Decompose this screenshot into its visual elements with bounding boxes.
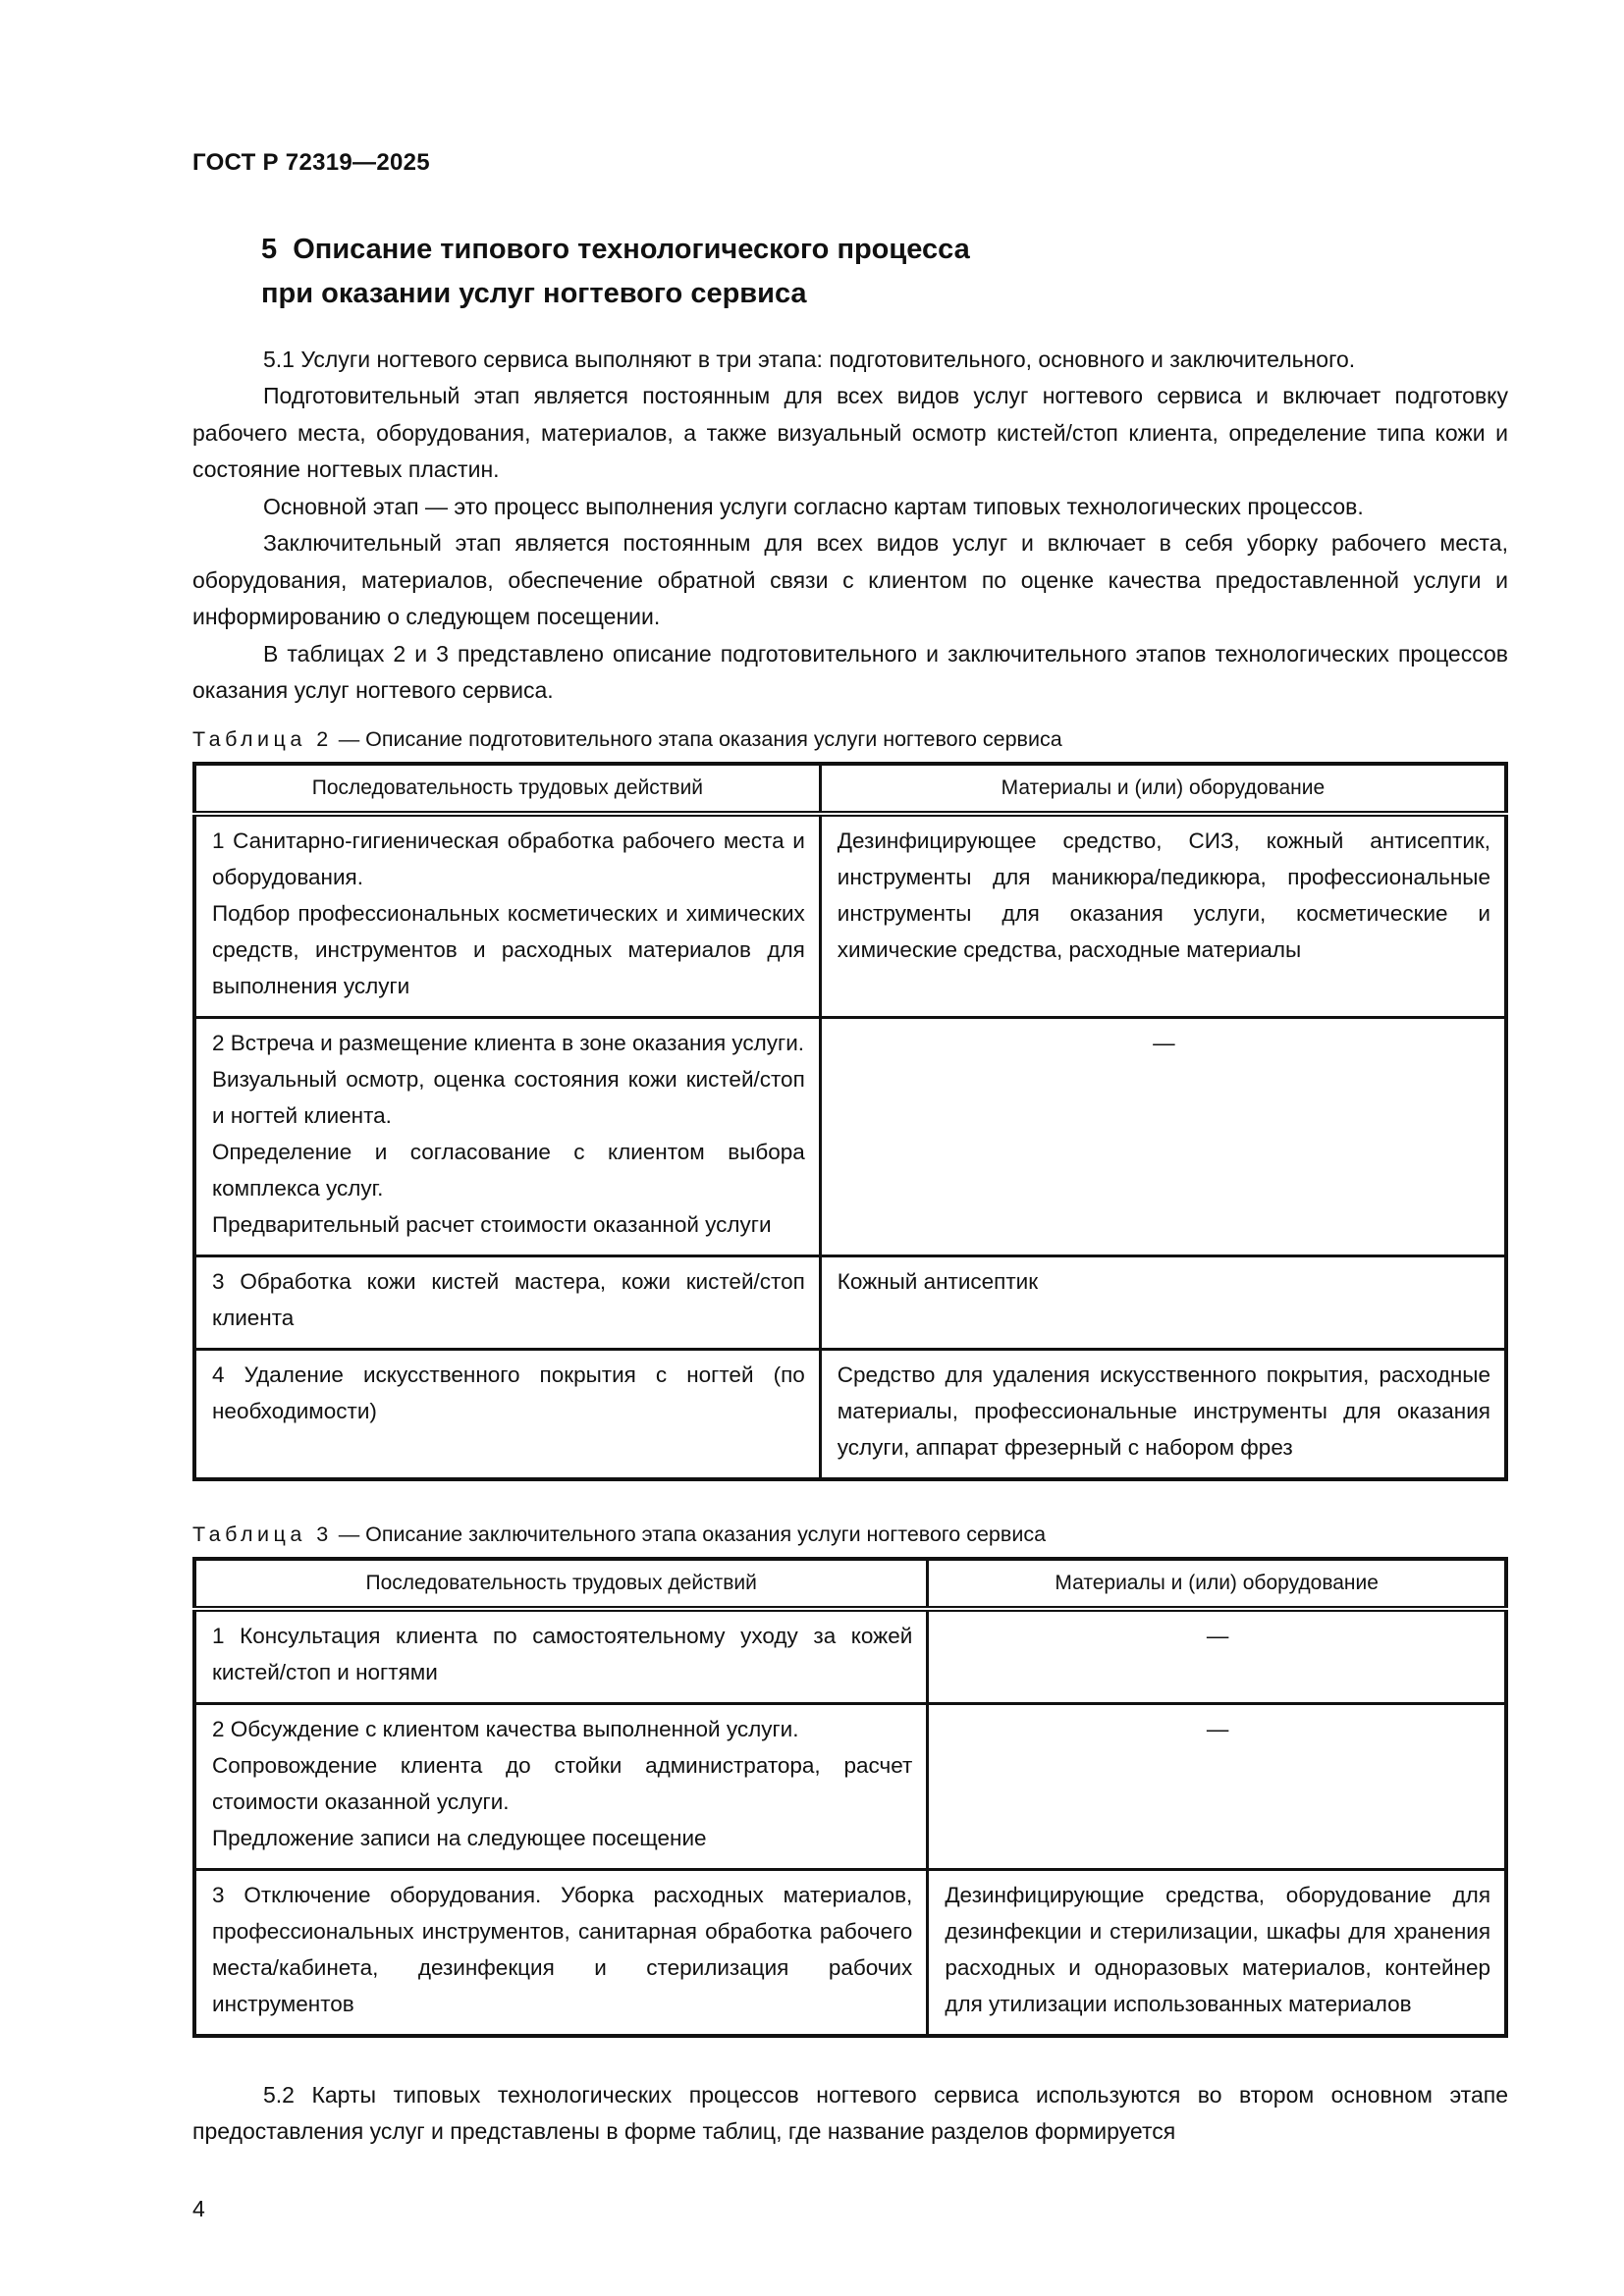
table3-row1-materials-dash: — [928, 1609, 1506, 1704]
paragraph-5-1: 5.1 Услуги ногтевого сервиса выполняют в три этапа: подготовительного, основного и заключительного. [263, 346, 1356, 372]
table-row [194, 1255, 1506, 1349]
table2 [192, 762, 1508, 1481]
table-row [194, 1703, 1506, 1869]
table-row [194, 1017, 1506, 1255]
table2-caption-text: — Описание подготовительного этапа оказания услуги ногтевого сервиса [332, 726, 1062, 751]
table3-header-actions: Последовательность трудовых действий [194, 1559, 928, 1609]
table2-header-actions: Последовательность трудовых действий [194, 764, 820, 814]
table3-row1-actions: 1 Консультация клиента по самостоятельному уходу за кожей кистей/стоп и ногтями [194, 1609, 928, 1704]
table3-header-row [194, 1559, 1506, 1609]
table3-header-materials: Материалы и (или) оборудование [928, 1559, 1506, 1609]
table3-caption [192, 1522, 1508, 1547]
paragraph-preparatory: Подготовительный этап является постоянным для всех видов услуг ногтевого сервиса и включает подготовку рабочего места, оборудования, материалов, а также визуальный осмотр кистей/стоп клиента, определение типа кожи и состояние ногтевых пластин. [192, 383, 1508, 483]
table-row [194, 1349, 1506, 1479]
section-title-line-1: 5 Описание типового технологического процесса [261, 234, 970, 265]
table2-row4-actions: 4 Удаление искусственного покрытия с ногтей (по необходимости) [194, 1349, 820, 1479]
table2-row3-materials: Кожный антисептик [820, 1255, 1506, 1349]
table-row [194, 1869, 1506, 2036]
table2-caption-label: Таблица 2 [192, 726, 333, 751]
table2-row1-materials: Дезинфицирующее средство, СИЗ, кожный антисептик, инструменты для маникюра/педикюра, профессиональные инструменты для оказания услуги, косметические и химические средства, расходные материалы [820, 814, 1506, 1018]
doc-number-header: ГОСТ Р 72319—2025 [192, 149, 430, 176]
table2-row1-actions: 1 Санитарно-гигиеническая обработка рабочего места и оборудования. Подбор профессиональных косметических и химических средств, инструментов и расходных материалов для выполнения услуги [194, 814, 820, 1018]
paragraph-tables-intro: В таблицах 2 и 3 представлено описание подготовительного и заключительного этапов технологических процессов оказания услуг ногтевого сервиса. [192, 640, 1508, 704]
table2-caption [192, 727, 1508, 752]
table-row [194, 1609, 1506, 1704]
section-title-line-2: при оказании услуг ногтевого сервиса [261, 277, 807, 309]
table2-row2-materials-dash: — [820, 1017, 1506, 1255]
table3-row3-actions: 3 Отключение оборудования. Уборка расходных материалов, профессиональных инструментов, санитарная обработка рабочего места/кабинета, дезинфекция и стерилизация рабочих инструментов [194, 1869, 928, 2036]
page-number: 4 [192, 2195, 205, 2221]
section-title [192, 228, 1508, 316]
paragraph-5-2: 5.2 Карты типовых технологических процессов ногтевого сервиса используются во втором основном этапе предоставления услуг и представлены в форме таблиц, где название разделов формируется [192, 2081, 1508, 2145]
table2-row3-actions: 3 Обработка кожи кистей мастера, кожи кистей/стоп клиента [194, 1255, 820, 1349]
table3-row3-materials: Дезинфицирующие средства, оборудование для дезинфекции и стерилизации, шкафы для хранения расходных и одноразовых материалов, контейнер для утилизации использованных материалов [928, 1869, 1506, 2036]
table2-header-materials: Материалы и (или) оборудование [820, 764, 1506, 814]
table2-row4-materials: Средство для удаления искусственного покрытия, расходные материалы, профессиональные инструменты для оказания услуги, аппарат фрезерный с набором фрез [820, 1349, 1506, 1479]
table-row [194, 814, 1506, 1018]
paragraph-final-stage: Заключительный этап является постоянным для всех видов услуг и включает в себя уборку рабочего места, оборудования, материалов, обеспечение обратной связи с клиентом по оценке качества предоставленной услуги и информированию о следующем посещении. [192, 530, 1508, 630]
table3-row2-actions: 2 Обсуждение с клиентом качества выполненной услуги. Сопровождение клиента до стойки администратора, расчет стоимости оказанной услуги. Предложение записи на следующее посещение [194, 1703, 928, 1869]
paragraph-main-stage: Основной этап — это процесс выполнения услуги согласно картам типовых технологических процессов. [263, 493, 1364, 519]
table3-caption-label: Таблица 3 [192, 1522, 333, 1546]
table2-row2-actions: 2 Встреча и размещение клиента в зоне оказания услуги. Визуальный осмотр, оценка состояния кожи кистей/стоп и ногтей клиента. Определение и согласование с клиентом выбора комплекса услуг. Предварительный расчет стоимости оказанной услуги [194, 1017, 820, 1255]
table3 [192, 1557, 1508, 2038]
table3-caption-text: — Описание заключительного этапа оказания услуги ногтевого сервиса [332, 1522, 1047, 1546]
table2-header-row [194, 764, 1506, 814]
table3-row2-materials-dash: — [928, 1703, 1506, 1869]
